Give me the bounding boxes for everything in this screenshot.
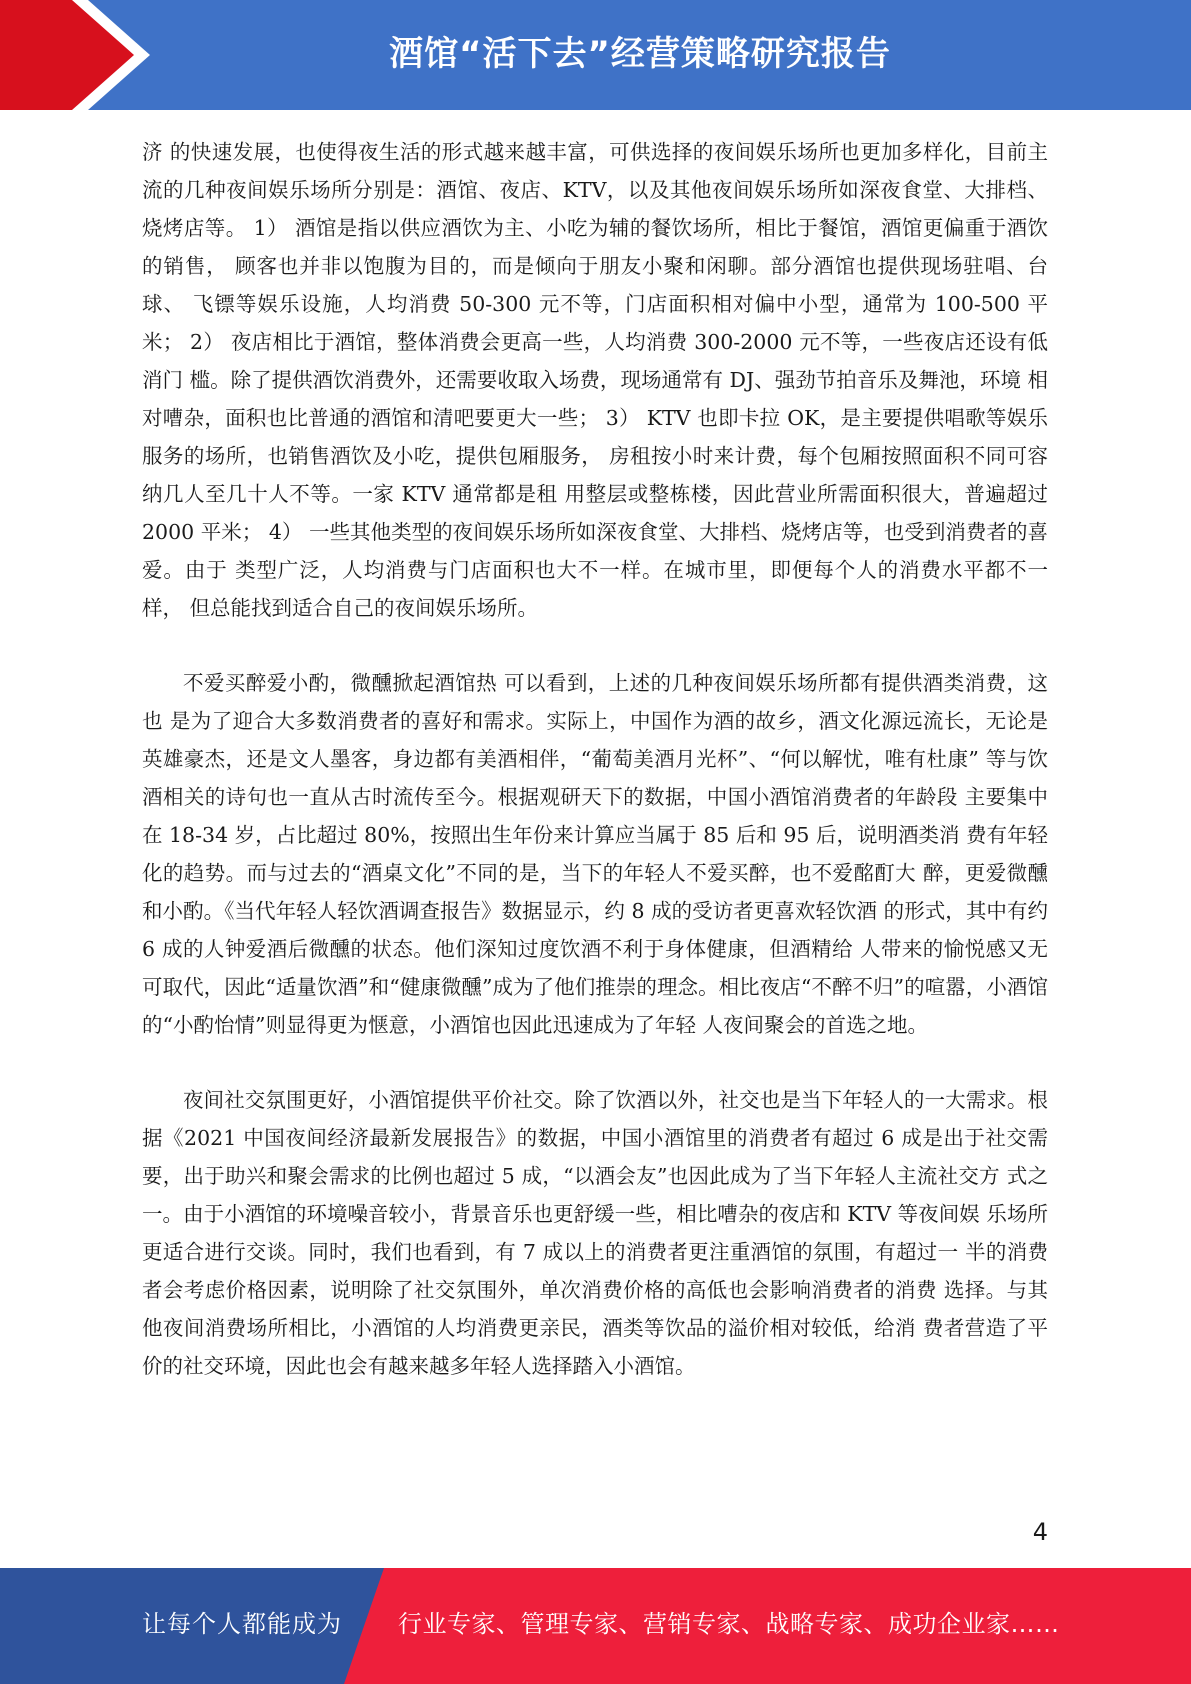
paragraph-social-atmosphere: 夜间社交氛围更好，小酒馆提供平价社交。除了饮酒以外，社交也是当下年轻人的一大需求。根 据《2021 中国夜间经济最新发展报告》的数据，中国小酒馆里的消费者有超过 6 成是出于社交需 要，出于助兴和聚会需求的比例也超过 5 成，“以酒会友”也因此成为了当下年轻人主流社交方 式之一。由于小酒馆的环境噪音较小，背景音乐也更舒缓一些，相比嘈杂的夜店和 KTV 等夜间娱 乐场所更适合进行交谈。同时，我们也看到，有 7 成以上的消费者更注重酒馆的氛围，有超过一 半的消费者会考虑价格因素，说明除了社交氛围外，单次消费价格的高低也会影响消费者的消费 选择。与其他夜间消费场所相比，小酒馆的人均消费更亲民，酒类等饮品的溢价相对较低，给消 费者营造了平价的社交环境，因此也会有越来越多年轻人选择踏入小酒馆。 [142,1088,1048,1378]
report-title: 酒馆“活下去”经营策略研究报告 [389,34,891,74]
paragraph-nightlife-venues: 济 的快速发展，也使得夜生活的形式越来越丰富，可供选择的夜间娱乐场所也更加多样化，目前主 流的几种夜间娱乐场所分别是：酒馆、夜店、KTV，以及其他夜间娱乐场所如深夜食堂、大排档、 烧烤店等。 1） 酒馆是指以供应酒饮为主、小吃为辅的餐饮场所，相比于餐馆，酒馆更偏重于酒饮的销售， 顾客也并非以饱腹为目的，而是倾向于朋友小聚和闲聊。部分酒馆也提供现场驻唱、台球、 飞镖等娱乐设施，人均消费 50-300 元不等，门店面积相对偏中小型，通常为 100-500 平米； 2） 夜店相比于酒馆，整体消费会更高一些，人均消费 300-2000 元不等，一些夜店还设有低消门 槛。除了提供酒饮消费外，还需要收取入场费，现场通常有 DJ、强劲节拍音乐及舞池，环境 相对嘈杂，面积也比普通的酒馆和清吧要更大一些； 3） KTV 也即卡拉 OK，是主要提供唱歌等娱乐服务的场所，也销售酒饮及小吃，提供包厢服务， 房租按小时来计费，每个包厢按照面积不同可容纳几人至几十人不等。一家 KTV 通常都是租 用整层或整栋楼，因此营业所需面积很大，普遍超过 2000 平米； 4） 一些其他类型的夜间娱乐场所如深夜食堂、大排档、烧烤店等，也受到消费者的喜爱。由于 类型广泛，人均消费与门店面积也大不一样。在城市里，即便每个人的消费水平都不一样， 但总能找到适合自己的夜间娱乐场所。 [142,140,1048,620]
paragraph-light-drinking-trend: 不爱买醉爱小酌，微醺掀起酒馆热 可以看到，上述的几种夜间娱乐场所都有提供酒类消费，这也 是为了迎合大多数消费者的喜好和需求。实际上，中国作为酒的故乡，酒文化源远流长，无论是 英雄豪杰，还是文人墨客，身边都有美酒相伴，“葡萄美酒月光杯”、“何以解忧，唯有杜康” 等与饮酒相关的诗句也一直从古时流传至今。根据观研天下的数据，中国小酒馆消费者的年龄段 主要集中在 18-34 岁，占比超过 80%，按照出生年份来计算应当属于 85 后和 95 后，说明酒类消 费有年轻化的趋势。而与过去的“酒桌文化”不同的是，当下的年轻人不爱买醉，也不爱酩酊大 醉，更爱微醺和小酌。《当代年轻人轻饮酒调查报告》数据显示，约 8 成的受访者更喜欢轻饮酒 的形式，其中有约 6 成的人钟爱酒后微醺的状态。他们深知过度饮酒不利于身体健康，但酒精给 人带来的愉悦感又无可取代，因此“适量饮酒”和“健康微醺”成为了他们推崇的理念。相比夜店“不醉不归”的喧嚣，小酒馆的“小酌怡情”则显得更为惬意，小酒馆也因此迅速成为了年轻 人夜间聚会的首选之地。 [142,671,1048,1037]
footer-banner [0,1568,1191,1684]
document-body [142,133,1048,1385]
footer-slogan-right: 行业专家、管理专家、营销专家、战略专家、成功企业家…… [398,1610,1060,1638]
footer-slogan-left: 让每个人都能成为 [142,1610,342,1638]
header-banner [0,0,1191,110]
page-number: 4 [1032,1518,1048,1546]
